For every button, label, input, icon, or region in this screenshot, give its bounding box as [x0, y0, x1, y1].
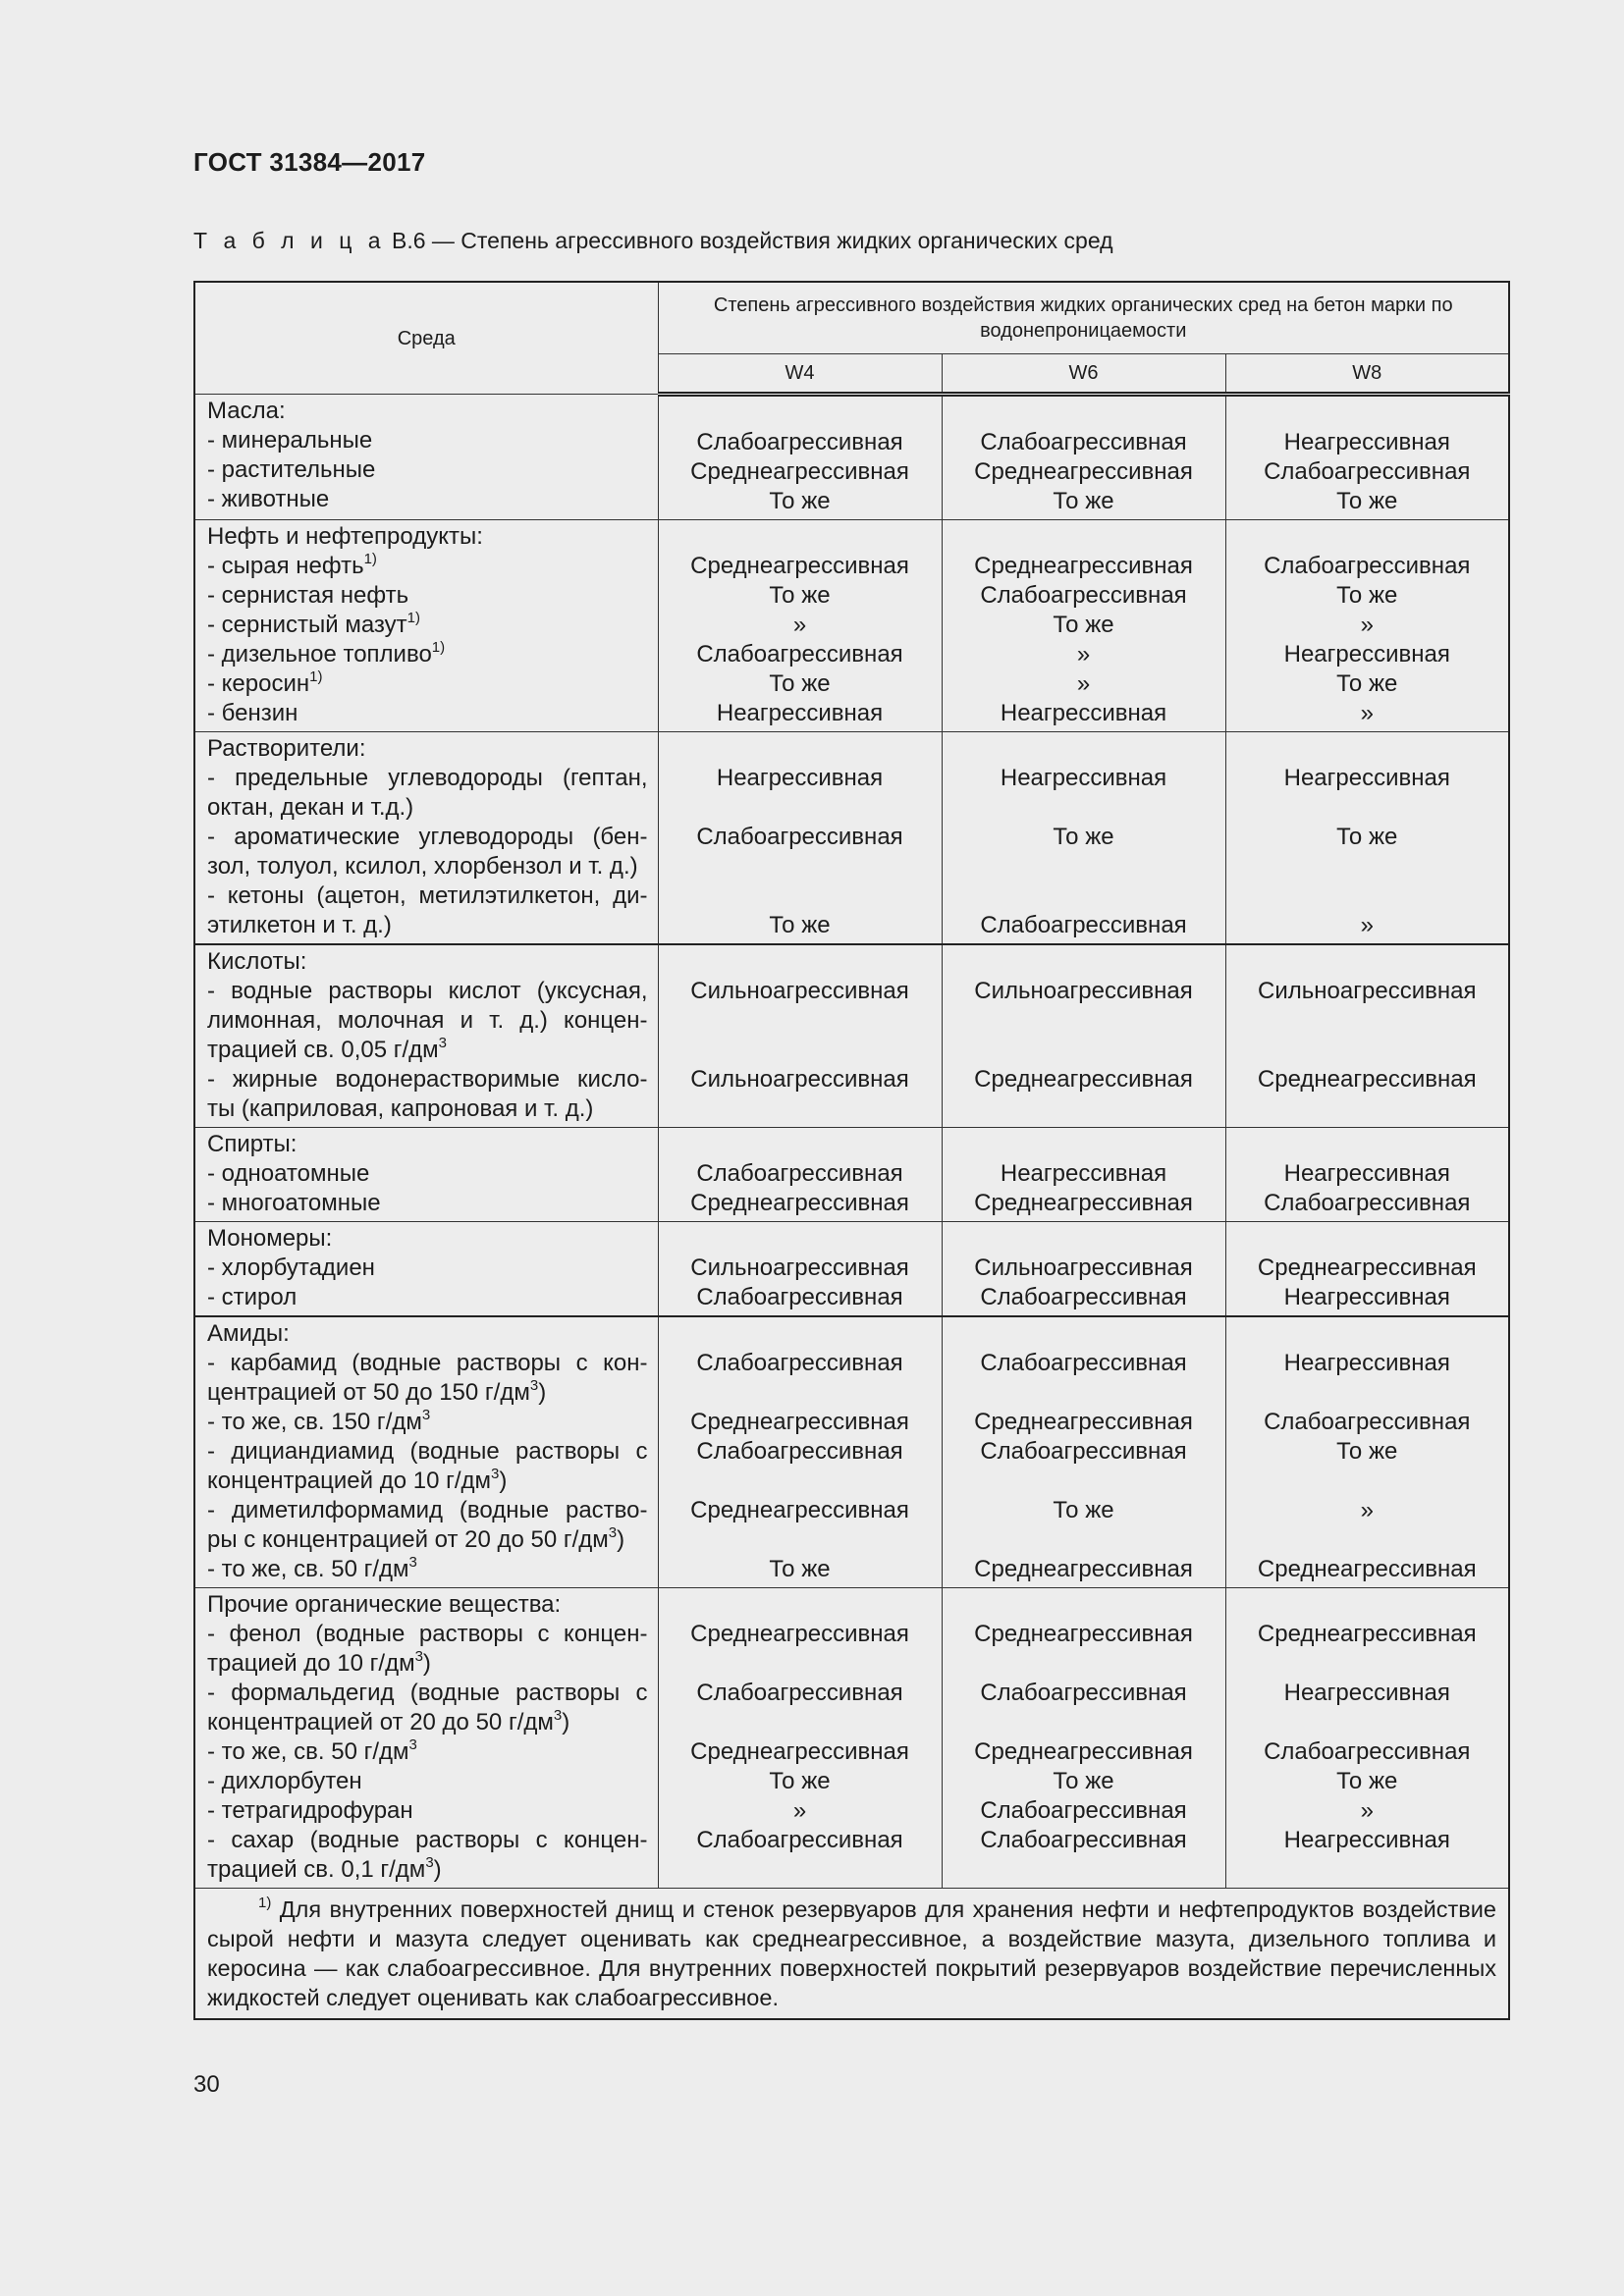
grade-cell-w8 — [1225, 395, 1509, 520]
grade-value — [659, 1319, 942, 1349]
medium-line: - тетрагидрофуран — [207, 1797, 413, 1824]
grade-value — [943, 1649, 1225, 1679]
grade-value: Слабоагрессивная — [980, 1438, 1187, 1465]
grade-value: Неагрессивная — [1000, 700, 1167, 726]
grade-value: Сильноагрессивная — [974, 1255, 1193, 1281]
grade-value — [943, 1855, 1225, 1885]
medium-cell-petroleum — [194, 520, 658, 732]
medium-line: - сернистая нефть — [207, 582, 409, 609]
grade-value — [659, 522, 942, 552]
unit-power: 3 — [553, 1707, 563, 1724]
grade-value: То же — [1336, 1438, 1398, 1465]
grade-value — [659, 399, 942, 428]
grade-value: Слабоагрессивная — [696, 824, 903, 850]
grade-value — [659, 1224, 942, 1254]
table-row-acids — [194, 944, 1509, 1128]
grade-value: То же — [1053, 488, 1114, 514]
footnote-marker: 1) — [309, 668, 323, 685]
grade-value — [943, 881, 1225, 911]
unit-power: 3 — [408, 1736, 417, 1753]
grade-value: Слабоагрессивная — [696, 1160, 903, 1187]
grade-value: » — [1360, 1797, 1374, 1824]
grade-value — [1226, 1378, 1509, 1408]
grade-value — [1226, 1130, 1509, 1159]
grade-value: То же — [769, 912, 831, 938]
grade-value: Слабоагрессивная — [696, 429, 903, 455]
header-medium: Среда — [194, 282, 658, 395]
grade-value — [943, 522, 1225, 552]
grade-value: » — [1360, 612, 1374, 638]
medium-line: - сахар (водные растворы с концен- — [207, 1827, 648, 1853]
grade-value: Неагрессивная — [1283, 1284, 1450, 1310]
grade-value: Среднеагрессивная — [1257, 1621, 1477, 1647]
grade-value — [659, 1855, 942, 1885]
grade-value: Неагрессивная — [1283, 641, 1450, 667]
grade-value: Слабоагрессивная — [980, 582, 1187, 609]
grade-value: То же — [1336, 582, 1398, 609]
medium-line: - то же, св. 150 $г/дм^3$ — [207, 1407, 431, 1435]
table-row-solvents — [194, 732, 1509, 945]
grade-value — [659, 947, 942, 977]
grade-value — [659, 1095, 942, 1124]
grade-value: Слабоагрессивная — [980, 1680, 1187, 1706]
grade-value: Среднеагрессивная — [690, 1409, 909, 1435]
grade-value: Слабоагрессивная — [1264, 1190, 1471, 1216]
grade-value: Среднеагрессивная — [1257, 1556, 1477, 1582]
grade-value — [659, 881, 942, 911]
grade-cell-w4 — [658, 944, 942, 1128]
medium-line: - сырая нефть$^{1)}$ — [207, 551, 377, 579]
medium-line: - ароматические углеводороды (бен- — [207, 824, 648, 850]
grade-value — [659, 1378, 942, 1408]
medium-line: - фенол (водные растворы с концен- — [207, 1621, 648, 1647]
grade-value — [1226, 734, 1509, 764]
medium-line: концентрацией до 10 $г/дм^3$) — [207, 1466, 508, 1494]
grade-value: Слабоагрессивная — [980, 429, 1187, 455]
grade-cell-w6 — [942, 1128, 1225, 1222]
medium-cell-solvents — [194, 732, 658, 945]
medium-cell-acids — [194, 944, 658, 1128]
grade-value — [943, 852, 1225, 881]
grade-value: То же — [1336, 824, 1398, 850]
grade-value: Слабоагрессивная — [980, 1350, 1187, 1376]
medium-line: центрацией от 50 до 150 $г/дм^3$) — [207, 1377, 547, 1406]
grade-value — [943, 1224, 1225, 1254]
table-row-petroleum — [194, 520, 1509, 732]
grade-value: » — [1360, 700, 1374, 726]
medium-line: Масла: — [207, 398, 286, 424]
grade-cell-w6 — [942, 732, 1225, 945]
header-grade-w4: W4 — [658, 354, 942, 395]
grade-value: Слабоагрессивная — [1264, 458, 1471, 485]
grade-value: Среднеагрессивная — [690, 1190, 909, 1216]
medium-line: трацией св. 0,1 $г/дм^3$) — [207, 1854, 442, 1883]
grade-value — [659, 1590, 942, 1620]
grade-value: То же — [1053, 824, 1114, 850]
grade-value — [659, 1130, 942, 1159]
grade-value: Неагрессивная — [1000, 1160, 1167, 1187]
medium-line: Амиды: — [207, 1320, 290, 1347]
grade-value: Среднеагрессивная — [974, 1190, 1193, 1216]
grade-cell-w6 — [942, 1316, 1225, 1588]
grade-value: Сильноагрессивная — [690, 978, 909, 1004]
grade-cell-w8 — [1225, 1316, 1509, 1588]
medium-line: - водные растворы кислот (уксусная, — [207, 978, 648, 1004]
grade-cell-w6 — [942, 1222, 1225, 1317]
grade-value: Среднеагрессивная — [690, 1621, 909, 1647]
header-grade-w8: W8 — [1225, 354, 1509, 395]
grade-value: Слабоагрессивная — [1264, 553, 1471, 579]
table-row-alcohols — [194, 1128, 1509, 1222]
grade-cell-w4 — [658, 1128, 942, 1222]
grade-value — [943, 1467, 1225, 1496]
medium-line: - сернистый мазут$^{1)}$ — [207, 610, 420, 638]
medium-line: - дихлорбутен — [207, 1768, 362, 1794]
medium-line: - животные — [207, 486, 330, 512]
table-footnote — [194, 1889, 1509, 2020]
medium-line: зол, толуол, ксилол, хлорбензол и т. д.) — [207, 853, 638, 880]
grade-value — [1226, 1708, 1509, 1737]
grade-cell-w8 — [1225, 732, 1509, 945]
medium-line: - жирные водонерастворимые кисло- — [207, 1066, 648, 1093]
grade-value: Неагрессивная — [716, 765, 884, 791]
grade-value: Неагрессивная — [1283, 1350, 1450, 1376]
grade-value — [943, 1095, 1225, 1124]
grade-value — [659, 852, 942, 881]
medium-line: Мономеры: — [207, 1225, 333, 1252]
grade-value: » — [792, 612, 807, 638]
unit-power: 3 — [421, 1407, 431, 1423]
medium-line: - то же, св. 50 $г/дм^3$ — [207, 1736, 417, 1765]
grade-value: Среднеагрессивная — [690, 458, 909, 485]
grade-value: Неагрессивная — [716, 700, 884, 726]
grade-value: Неагрессивная — [1283, 765, 1450, 791]
medium-line: - минеральные — [207, 427, 373, 454]
grade-value: Среднеагрессивная — [974, 458, 1193, 485]
medium-cell-monomers — [194, 1222, 658, 1317]
grade-value — [1226, 947, 1509, 977]
page-number: 30 — [193, 2071, 220, 2098]
medium-line: - хлорбутадиен — [207, 1255, 375, 1281]
table-row-other-organics — [194, 1588, 1509, 1889]
table-row-oils — [194, 395, 1509, 520]
medium-line: - формальдегид (водные растворы с — [207, 1680, 648, 1706]
grade-value: Среднеагрессивная — [1257, 1255, 1477, 1281]
footnote-marker: 1) — [431, 639, 446, 656]
grade-value — [1226, 793, 1509, 823]
medium-line: - дициандиамид (водные растворы с — [207, 1438, 648, 1465]
grade-value — [1226, 852, 1509, 881]
grade-value — [659, 1467, 942, 1496]
grade-cell-w4 — [658, 1316, 942, 1588]
medium-line: - диметилформамид (водные раство- — [207, 1497, 648, 1523]
medium-cell-other-organics — [194, 1588, 658, 1889]
footnote-marker: 1) — [406, 610, 420, 626]
unit-power: 3 — [608, 1524, 618, 1541]
medium-line: ры с концентрацией от 20 до 50 $г/дм^3$) — [207, 1524, 625, 1553]
grade-value: Слабоагрессивная — [696, 1438, 903, 1465]
grade-value: » — [792, 1797, 807, 1824]
grade-value: То же — [1053, 1768, 1114, 1794]
grade-value: » — [1360, 1497, 1374, 1523]
grade-value — [943, 399, 1225, 428]
grade-value — [1226, 1224, 1509, 1254]
medium-line: Кислоты: — [207, 948, 307, 975]
grade-value — [1226, 1649, 1509, 1679]
grade-value — [943, 793, 1225, 823]
grade-value: То же — [1336, 1768, 1398, 1794]
grade-cell-w4 — [658, 520, 942, 732]
grade-value — [1226, 1855, 1509, 1885]
medium-line: - предельные углеводороды (гептан, — [207, 765, 648, 791]
grade-value: Слабоагрессивная — [1264, 1738, 1471, 1765]
medium-line: этилкетон и т. д.) — [207, 912, 392, 938]
grade-value: » — [1076, 641, 1091, 667]
grade-cell-w4 — [658, 732, 942, 945]
grade-value: То же — [1053, 1497, 1114, 1523]
grade-value — [659, 1006, 942, 1036]
grade-value — [943, 1036, 1225, 1065]
table-caption-title: В.6 — Степень агрессивного воздействия жидких органических сред — [391, 228, 1113, 253]
grade-cell-w8 — [1225, 944, 1509, 1128]
grade-value: Неагрессивная — [1283, 1827, 1450, 1853]
grade-value: То же — [1336, 670, 1398, 697]
grade-value — [1226, 1036, 1509, 1065]
medium-line: - одноатомные — [207, 1160, 370, 1187]
medium-line: - бензин — [207, 700, 298, 726]
table-caption-prefix: Т а б л и ц а — [193, 228, 386, 253]
medium-line: - карбамид (водные растворы с кон- — [207, 1350, 648, 1376]
grade-value: Среднеагрессивная — [1257, 1066, 1477, 1093]
medium-line: трацией до 10 $г/дм^3$) — [207, 1648, 431, 1677]
grade-value: Сильноагрессивная — [690, 1255, 909, 1281]
grade-cell-w4 — [658, 1222, 942, 1317]
header-aggressiveness-group: Степень агрессивного воздействия жидких органических сред на бетон марки по водонепроницаемости — [658, 282, 1509, 354]
grade-value — [943, 734, 1225, 764]
grade-cell-w4 — [658, 395, 942, 520]
grade-value — [659, 1525, 942, 1555]
grade-value: Среднеагрессивная — [690, 1738, 909, 1765]
grade-value — [659, 1708, 942, 1737]
grade-cell-w8 — [1225, 520, 1509, 732]
footnote-marker: 1) — [363, 551, 377, 567]
grade-value: То же — [1336, 488, 1398, 514]
grade-value: Слабоагрессивная — [696, 1827, 903, 1853]
grade-value — [943, 1006, 1225, 1036]
grade-value — [659, 1036, 942, 1065]
grade-value — [943, 1590, 1225, 1620]
medium-line: - многоатомные — [207, 1190, 381, 1216]
grade-value: Слабоагрессивная — [696, 1350, 903, 1376]
grade-value: Слабоагрессивная — [980, 1284, 1187, 1310]
grade-value — [659, 1649, 942, 1679]
grade-value — [943, 947, 1225, 977]
grade-value — [1226, 1006, 1509, 1036]
grade-cell-w6 — [942, 395, 1225, 520]
footnote-marker: 1) — [258, 1895, 272, 1911]
medium-line: октан, декан и т.д.) — [207, 794, 414, 821]
unit-power: 3 — [425, 1854, 434, 1871]
grade-value — [1226, 881, 1509, 911]
grade-value: То же — [769, 1768, 831, 1794]
grade-cell-w6 — [942, 1588, 1225, 1889]
grade-value: То же — [769, 1556, 831, 1582]
grade-value: Слабоагрессивная — [696, 1680, 903, 1706]
aggressiveness-table — [193, 281, 1510, 2020]
document-code: ГОСТ 31384—2017 — [193, 147, 426, 177]
medium-line: лимонная, молочная и т. д.) концен- — [207, 1007, 648, 1034]
table-row-monomers — [194, 1222, 1509, 1317]
grade-value: Слабоагрессивная — [696, 1284, 903, 1310]
grade-value: Сильноагрессивная — [974, 978, 1193, 1004]
grade-value: То же — [769, 670, 831, 697]
grade-value: То же — [769, 582, 831, 609]
grade-value — [943, 1319, 1225, 1349]
medium-line: - растительные — [207, 456, 376, 483]
unit-power: 3 — [408, 1554, 417, 1571]
medium-line: - дизельное топливо$^{1)}$ — [207, 639, 446, 667]
grade-value — [1226, 1590, 1509, 1620]
grade-cell-w8 — [1225, 1128, 1509, 1222]
grade-value: Слабоагрессивная — [980, 1827, 1187, 1853]
grade-cell-w6 — [942, 520, 1225, 732]
grade-value: Неагрессивная — [1000, 765, 1167, 791]
medium-cell-oils — [194, 395, 658, 520]
grade-value — [943, 1130, 1225, 1159]
grade-value: Сильноагрессивная — [690, 1066, 909, 1093]
grade-value: Среднеагрессивная — [974, 1066, 1193, 1093]
unit-power: 3 — [491, 1466, 500, 1482]
grade-value — [1226, 1525, 1509, 1555]
medium-line: концентрацией от 20 до 50 $г/дм^3$) — [207, 1707, 570, 1735]
medium-line: - то же, св. 50 $г/дм^3$ — [207, 1554, 417, 1582]
grade-value — [943, 1378, 1225, 1408]
grade-value: Среднеагрессивная — [974, 553, 1193, 579]
grade-value: Неагрессивная — [1283, 1680, 1450, 1706]
table-row-amides — [194, 1316, 1509, 1588]
table-footnote-row — [194, 1889, 1509, 2020]
grade-value — [659, 734, 942, 764]
medium-line: трацией св. 0,05 $г/дм^3$ — [207, 1035, 447, 1063]
grade-value: » — [1360, 912, 1374, 938]
grade-value: Среднеагрессивная — [690, 1497, 909, 1523]
medium-line: Растворители: — [207, 735, 366, 762]
grade-value — [1226, 1467, 1509, 1496]
medium-line: Прочие органические вещества: — [207, 1591, 562, 1618]
grade-value — [1226, 399, 1509, 428]
medium-line: Спирты: — [207, 1131, 298, 1157]
grade-value: Неагрессивная — [1283, 429, 1450, 455]
grade-value — [943, 1525, 1225, 1555]
medium-cell-alcohols — [194, 1128, 658, 1222]
grade-value: Среднеагрессивная — [974, 1556, 1193, 1582]
grade-value: Слабоагрессивная — [980, 912, 1187, 938]
medium-line: Нефть и нефтепродукты: — [207, 523, 483, 550]
unit-power: 3 — [414, 1648, 423, 1665]
grade-value: Среднеагрессивная — [974, 1621, 1193, 1647]
grade-value — [1226, 1319, 1509, 1349]
medium-cell-amides — [194, 1316, 658, 1588]
grade-cell-w6 — [942, 944, 1225, 1128]
medium-line: - кетоны (ацетон, метилэтилкетон, ди- — [207, 882, 648, 909]
grade-value: Слабоагрессивная — [1264, 1409, 1471, 1435]
grade-value: Неагрессивная — [1283, 1160, 1450, 1187]
grade-value: То же — [769, 488, 831, 514]
unit-power: 3 — [438, 1035, 447, 1051]
grade-value: То же — [1053, 612, 1114, 638]
grade-value — [659, 793, 942, 823]
grade-value — [1226, 522, 1509, 552]
medium-line: - керосин$^{1)}$ — [207, 668, 323, 697]
unit-power: 3 — [529, 1377, 539, 1394]
table-caption — [193, 228, 1113, 254]
grade-value: Слабоагрессивная — [696, 641, 903, 667]
grade-cell-w8 — [1225, 1588, 1509, 1889]
grade-value: Слабоагрессивная — [980, 1797, 1187, 1824]
grade-value — [943, 1708, 1225, 1737]
grade-cell-w4 — [658, 1588, 942, 1889]
medium-line: - стирол — [207, 1284, 298, 1310]
footnote-text: Для внутренних поверхностей днищ и стенок резервуаров для хранения нефти и нефтепродуктов воздействие сырой нефти и мазута следует оценивать как среднеагрессивное, а воздействие мазута, дизельного топлива и керосина — как слабоагрессивное. Для внутренних поверхностей покрытий резервуаров воздействие перечисленных жидкостей следует оценивать как слабоагрессивное. — [207, 1896, 1496, 2010]
grade-value — [1226, 1095, 1509, 1124]
grade-value: Среднеагрессивная — [974, 1738, 1193, 1765]
grade-value: Среднеагрессивная — [690, 553, 909, 579]
grade-value: Среднеагрессивная — [974, 1409, 1193, 1435]
grade-value: Сильноагрессивная — [1258, 978, 1477, 1004]
grade-cell-w8 — [1225, 1222, 1509, 1317]
header-grade-w6: W6 — [942, 354, 1225, 395]
medium-line: ты (каприловая, капроновая и т. д.) — [207, 1095, 594, 1122]
grade-value: » — [1076, 670, 1091, 697]
